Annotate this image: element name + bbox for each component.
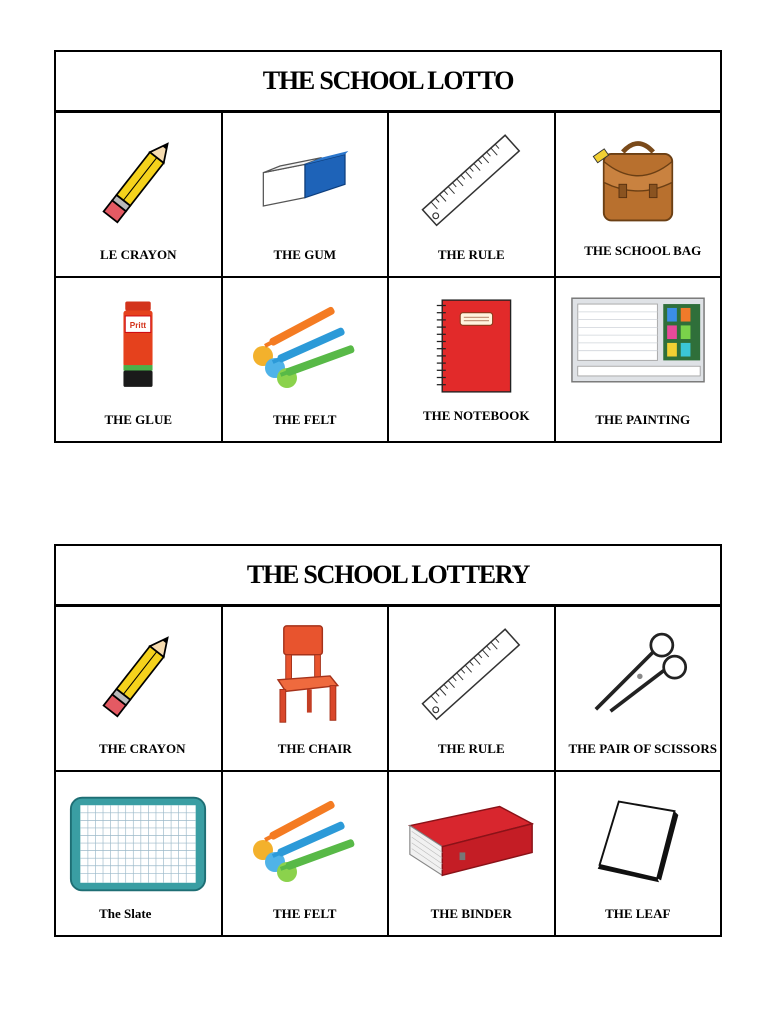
lotto-cell [389, 113, 556, 278]
picture-grid [54, 607, 722, 937]
item-label: LE CRAYON [100, 247, 177, 262]
item-label: THE PAIR OF SCISSORS [568, 741, 717, 756]
lotto-cell [556, 278, 723, 443]
eraser-icon [255, 146, 355, 216]
felt-pens-icon [245, 296, 365, 396]
item-label: The Slate [99, 906, 152, 921]
lotto-cell [56, 772, 223, 937]
blackboard-icon [570, 294, 706, 386]
scissors-icon [583, 627, 693, 722]
binder-icon [403, 797, 539, 883]
lotto-cell [556, 113, 723, 278]
card-title: THE SCHOOL LOTTO [262, 66, 514, 95]
item-label: THE FELT [273, 906, 337, 921]
item-label: THE BINDER [430, 906, 512, 921]
picture-grid [54, 113, 722, 443]
lotto-cell [223, 278, 390, 443]
item-label: THE GUM [273, 247, 336, 262]
ruler-icon [414, 625, 529, 725]
card-title-box [54, 50, 722, 113]
lotto-cell [56, 607, 223, 772]
item-label: THE NOTEBOOK [422, 408, 530, 423]
item-label: THE RULE [437, 247, 505, 262]
chair-icon [265, 622, 345, 728]
slate-icon [67, 792, 209, 896]
item-label: THE LEAF [605, 906, 671, 921]
felt-pens-icon [245, 790, 365, 890]
card-title: THE SCHOOL LOTTERY [246, 560, 530, 589]
ruler-icon [414, 131, 529, 231]
glue-stick-icon [108, 296, 168, 396]
card-title-box [54, 544, 722, 607]
notebook-icon [426, 291, 516, 401]
lotto-cell [56, 278, 223, 443]
lotto-cell [556, 607, 723, 772]
item-label: THE GLUE [104, 412, 173, 427]
lotto-cell [223, 772, 390, 937]
lotto-card-2 [54, 544, 722, 937]
item-label: THE CHAIR [277, 741, 352, 756]
item-label: THE CRAYON [98, 741, 186, 756]
lotto-cell [389, 607, 556, 772]
lotto-card-1 [54, 50, 722, 443]
lotto-cell [389, 278, 556, 443]
item-label: THE RULE [437, 741, 505, 756]
lotto-cell [389, 772, 556, 937]
paper-sheet-icon [590, 792, 686, 888]
pencil-icon [86, 630, 191, 720]
pencil-icon [86, 136, 191, 226]
item-label: THE SCHOOL BAG [584, 243, 702, 258]
lotto-cell [556, 772, 723, 937]
school-bag-icon [588, 133, 688, 228]
lotto-cell [223, 113, 390, 278]
item-label: THE FELT [273, 412, 337, 427]
item-label: THE PAINTING [595, 412, 691, 427]
lotto-cell [223, 607, 390, 772]
lotto-cell [56, 113, 223, 278]
